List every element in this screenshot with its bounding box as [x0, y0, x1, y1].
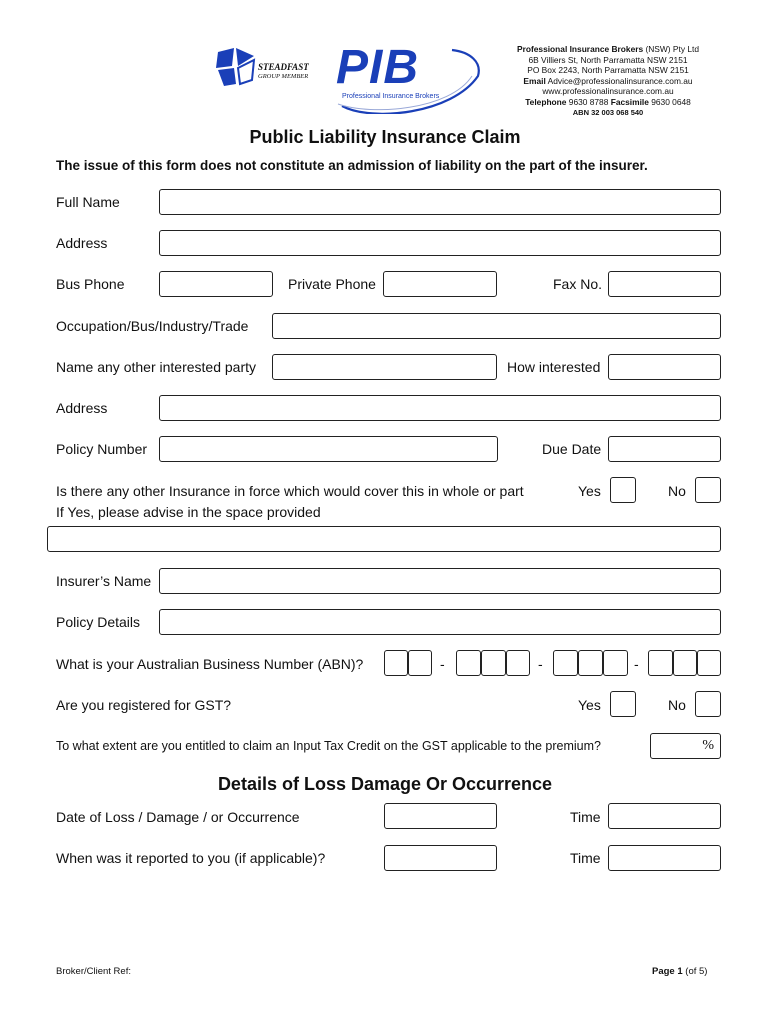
- disclaimer: The issue of this form does not constitute an admission of liability on the part of the insurer.: [56, 158, 648, 173]
- company-name: Professional Insurance Brokers: [517, 44, 644, 54]
- address2-field[interactable]: [159, 395, 721, 421]
- abn-digit-box[interactable]: [578, 650, 603, 676]
- gst-no-checkbox[interactable]: [695, 691, 721, 717]
- gst-yes-checkbox[interactable]: [610, 691, 636, 717]
- bus-phone-label: Bus Phone: [56, 276, 125, 292]
- pib-tagline: Professional Insurance Brokers: [342, 93, 440, 100]
- email-label: Email: [523, 75, 546, 86]
- abn-separator: -: [634, 656, 639, 672]
- other-insurance-no-label: No: [668, 483, 686, 499]
- pib-logo: [332, 41, 482, 114]
- if-yes-instruction: If Yes, please advise in the space provided: [56, 504, 321, 520]
- policy-number-label: Policy Number: [56, 441, 148, 457]
- abn-separator: -: [538, 656, 543, 672]
- how-interested-label: How interested: [507, 359, 601, 375]
- how-interested-field[interactable]: [608, 354, 721, 380]
- loss-time-label: Time: [570, 809, 601, 825]
- loss-section-title: Details of Loss Damage Or Occurrence: [217, 774, 553, 794]
- abn-separator: -: [440, 656, 445, 672]
- other-insurance-no-checkbox[interactable]: [695, 477, 721, 503]
- reported-date-field[interactable]: [384, 845, 497, 871]
- full-name-field[interactable]: [159, 189, 721, 215]
- abn-digit-box[interactable]: [481, 650, 506, 676]
- steadfast-logo: [214, 46, 334, 88]
- page-indicator: [652, 966, 707, 977]
- address-field[interactable]: [159, 230, 721, 256]
- fax-no-label: Fax No.: [553, 276, 603, 292]
- due-date-label: Due Date: [542, 441, 602, 457]
- due-date-field[interactable]: [608, 436, 721, 462]
- abn-number: ABN 32 003 068 540: [572, 107, 644, 117]
- policy-details-field[interactable]: [159, 609, 721, 635]
- full-name-label: Full Name: [56, 194, 120, 210]
- private-phone-field[interactable]: [383, 271, 497, 297]
- other-party-field[interactable]: [272, 354, 497, 380]
- gst-question: Are you registered for GST?: [56, 697, 232, 713]
- po-box: PO Box 2243, North Parramatta NSW 2151: [527, 65, 689, 76]
- abn-digit-box[interactable]: [603, 650, 628, 676]
- itc-percent-field[interactable]: [650, 733, 721, 759]
- insurers-name-field[interactable]: [159, 568, 721, 594]
- occupation-field[interactable]: [272, 313, 721, 339]
- abn-digit-box[interactable]: [673, 650, 697, 676]
- itc-question: To what extent are you entitled to claim an Input Tax Credit on the GST applicable to the premium?: [56, 739, 601, 753]
- company-suffix: (NSW) Pty Ltd: [645, 44, 699, 54]
- policy-details-label: Policy Details: [56, 614, 141, 630]
- company-header: [493, 44, 723, 118]
- reported-time-label: Time: [570, 850, 601, 866]
- broker-client-ref: Broker/Client Ref:: [56, 966, 131, 977]
- abn-question: What is your Australian Business Number (ABN)?: [56, 656, 364, 672]
- abn-digit-box[interactable]: [506, 650, 530, 676]
- fax-label: Facsimile: [610, 96, 649, 107]
- email-address: Advice@professionalinsurance.com.au: [547, 75, 693, 86]
- page-number: 1: [677, 966, 683, 977]
- website: www.professionalinsurance.com.au: [542, 86, 674, 97]
- telephone-label: Telephone: [525, 96, 567, 107]
- other-party-label: Name any other interested party: [56, 359, 256, 375]
- policy-number-field[interactable]: [159, 436, 498, 462]
- occupation-label: Occupation/Bus/Industry/Trade: [56, 318, 249, 334]
- abn-digit-box[interactable]: [456, 650, 481, 676]
- pib-letters: PIB: [336, 41, 420, 94]
- reported-time-field[interactable]: [608, 845, 721, 871]
- reported-date-label: When was it reported to you (if applicable)?: [56, 850, 326, 866]
- abn-digit-box[interactable]: [408, 650, 432, 676]
- gst-no-label: No: [668, 697, 686, 713]
- loss-time-field[interactable]: [608, 803, 721, 829]
- other-insurance-yes-label: Yes: [578, 483, 601, 499]
- fax-number: 9630 0648: [651, 96, 691, 107]
- other-insurance-details-field[interactable]: [47, 526, 721, 552]
- abn-digit-box[interactable]: [648, 650, 673, 676]
- page-label: Page: [652, 966, 675, 977]
- date-of-loss-field[interactable]: [384, 803, 497, 829]
- gst-yes-label: Yes: [578, 697, 601, 713]
- steadfast-icon: [214, 46, 258, 88]
- steadfast-sub: GROUP MEMBER: [258, 73, 309, 80]
- abn-digit-box[interactable]: [553, 650, 578, 676]
- form-title: Public Liability Insurance Claim: [249, 127, 521, 147]
- page-total: (of 5): [685, 966, 708, 977]
- abn-digit-box[interactable]: [697, 650, 721, 676]
- other-insurance-question: Is there any other Insurance in force which would cover this in whole or part: [56, 483, 524, 499]
- address2-label: Address: [56, 400, 108, 416]
- street-address: 6B Villiers St, North Parramatta NSW 2151: [528, 54, 688, 65]
- address-label: Address: [56, 235, 108, 251]
- private-phone-label: Private Phone: [288, 276, 376, 292]
- abn-digit-box[interactable]: [384, 650, 408, 676]
- steadfast-name: STEADFAST: [258, 62, 309, 72]
- insurers-name-label: Insurer’s Name: [56, 573, 152, 589]
- other-insurance-yes-checkbox[interactable]: [610, 477, 636, 503]
- telephone-number: 9630 8788: [568, 96, 609, 107]
- fax-no-field[interactable]: [608, 271, 721, 297]
- percent-sign: %: [702, 738, 714, 753]
- date-of-loss-label: Date of Loss / Damage / or Occurrence: [56, 809, 300, 825]
- bus-phone-field[interactable]: [159, 271, 273, 297]
